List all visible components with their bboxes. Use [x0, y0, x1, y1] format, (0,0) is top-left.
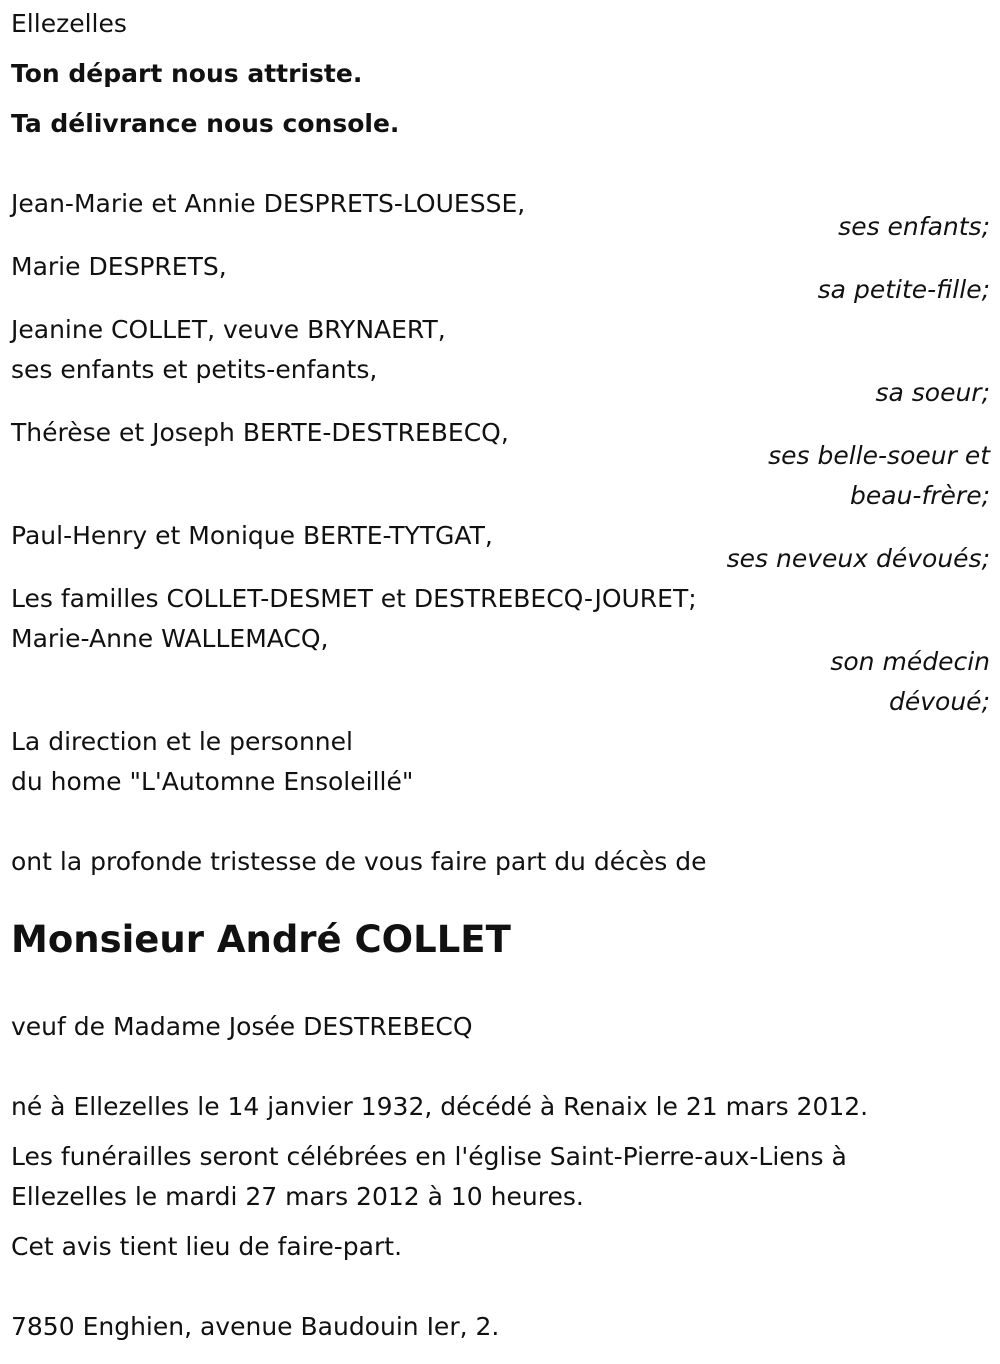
widower-line: veuf de Madame Josée DESTREBECQ: [11, 1012, 473, 1041]
children-relation: ses enfants;: [838, 212, 990, 241]
in-laws-relation-line-1: ses belle-soeur et: [768, 441, 990, 470]
sister-names-line-1: Jeanine COLLET, veuve BRYNAERT,: [11, 315, 446, 344]
obituary-notice: [11, 4, 990, 1347]
families-line: Les familles COLLET-DESMET et DESTREBECQ-JOURET;: [11, 584, 697, 613]
epigraph-line-1: Ton départ nous attriste.: [11, 59, 363, 88]
address-line: 7850 Enghien, avenue Baudouin Ier, 2.: [11, 1312, 500, 1341]
sister-names-line-2: ses enfants et petits-enfants,: [11, 355, 378, 384]
in-laws-names: Thérèse et Joseph BERTE-DESTREBECQ,: [11, 418, 509, 447]
nephews-relation: ses neveux dévoués;: [726, 544, 990, 573]
doctor-relation-line-2: dévoué;: [889, 687, 990, 716]
sister-relation: sa soeur;: [875, 378, 990, 407]
funeral-line-2: Ellezelles le mardi 27 mars 2012 à 10 heures.: [11, 1182, 584, 1211]
children-names: Jean-Marie et Annie DESPRETS-LOUESSE,: [11, 189, 526, 218]
nephews-names: Paul-Henry et Monique BERTE-TYTGAT,: [11, 521, 493, 550]
epigraph-line-2: Ta délivrance nous console.: [11, 109, 400, 138]
granddaughter-names: Marie DESPRETS,: [11, 252, 227, 281]
deceased-name: Monsieur André COLLET: [11, 918, 511, 961]
announcement-line: ont la profonde tristesse de vous faire part du décès de: [11, 847, 707, 876]
home-line-1: La direction et le personnel: [11, 727, 353, 756]
in-laws-relation-line-2: beau-frère;: [850, 481, 990, 510]
home-line-2: du home "L'Automne Ensoleillé": [11, 767, 414, 796]
birth-death-line: né à Ellezelles le 14 janvier 1932, décédé à Renaix le 21 mars 2012.: [11, 1092, 869, 1121]
doctor-names: Marie-Anne WALLEMACQ,: [11, 624, 329, 653]
doctor-relation-line-1: son médecin: [830, 647, 990, 676]
granddaughter-relation: sa petite-fille;: [817, 275, 990, 304]
location-line: Ellezelles: [11, 9, 127, 38]
notice-line: Cet avis tient lieu de faire-part.: [11, 1232, 403, 1261]
funeral-line-1: Les funérailles seront célébrées en l'église Saint-Pierre-aux-Liens à: [11, 1142, 847, 1171]
